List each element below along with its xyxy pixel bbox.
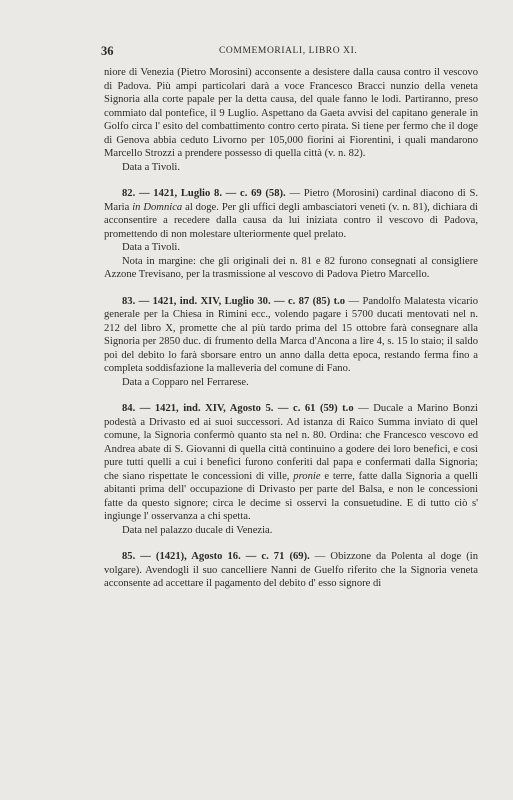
entry-84 bbox=[104, 402, 478, 537]
intro-place: Data a Tivoli. bbox=[122, 161, 180, 173]
entry-date: — (1421), Agosto 16. — c. 71 (69). bbox=[140, 551, 310, 562]
entry-84-place: Data nel palazzo ducale di Venezia. bbox=[122, 524, 273, 536]
entry-85-text bbox=[104, 550, 478, 591]
entry-italic: in Domnica bbox=[132, 201, 183, 213]
entry-82-text bbox=[104, 187, 478, 241]
entry-number: 82. bbox=[122, 188, 136, 199]
entry-body: — Obizzone da Polenta al doge (in volgare). Avendogli il suo cancelliere Nanni de Guelfo riferito che la Signoria veneta acconsente ad accettare il pagamento del debito d' esso signore di bbox=[104, 551, 478, 589]
entry-85 bbox=[104, 550, 478, 591]
entry-83-text bbox=[104, 295, 478, 376]
entry-body-cont: al doge. Per gli uffici degli ambasciatori veneti (v. n. 81), dichiara di acconsentire a recedere dalla causa da lui iniziata contro il vescovo di Padova, promettendo di non molestare ulteriormente quel prelato. bbox=[104, 201, 478, 240]
page-number: 36 bbox=[101, 44, 114, 58]
entry-83-place: Data a Copparo nel Ferrarese. bbox=[122, 376, 249, 388]
entry-number: 83. bbox=[122, 295, 136, 307]
entry-82-place: Data a Tivoli. bbox=[122, 242, 180, 253]
entry-82-note: Nota in margine: che gli originali dei n. 81 e 82 furono consegnati al consigliere Azzone Trevisano, per la trasmissione al vescovo di Padova Pietro Marcello. bbox=[104, 255, 478, 280]
entry-83 bbox=[104, 295, 478, 390]
entry-body-cont: e terre, fatte dalla Signoria a quelli abitanti prima dell' occupazione di Drivasto per parte del Balsa, e non le concessioni fatte da questo signore; circa le decime si osservi la consuetudine. E di tutto ciò s' ingiunge l' osservanza a chi spetta. bbox=[104, 470, 478, 522]
running-title: COMMEMORIALI, LIBRO XI. bbox=[219, 46, 358, 56]
entry-82 bbox=[104, 187, 478, 282]
intro-paragraph: niore di Venezia (Pietro Morosini) acconsente a desistere dalla causa contro il vescovo di Padova. Più ampi particolari darà a voce Francesco Bracci nunzio della veneta Signoria alla corte papale per la detta causa, del quale fanno le lodi. Partiranno, preso commiato dal pontefice, il 9 Luglio. Aspettano da Gaeta avvisi del capitano generale in Golfo circa l' esito del combattimento contro certo pirata. Si tiene per fermo che il doge di Genova abbia ceduto Livorno per 105,000 fiorini ai Fiorentini, i quali mandarono Marcello Strozzi a prendere possesso di quella città (v. n. 82). bbox=[104, 67, 478, 159]
entry-date: — 1421, Luglio 8. — c. 69 (58). bbox=[138, 188, 286, 199]
entry-italic: pronie bbox=[293, 470, 321, 482]
entry-body: — Pandolfo Malatesta vicario generale per la Chiesa in Rimini ecc., volendo pagare i 5700 ducati mentovati nel n. 212 del libro X, promette che al più tardo prima del 15 ottobre farà consegnare alla Signoria per 2850 duc. di frumento della Marca d'Ancona a lire 4, s. 15 lo staio; il saldo poi del debito lo farà sborsare entro un anno dalla detta epoca, restando ferma fino a completa soddisfazione la malleveria del comune di Fano. bbox=[104, 295, 479, 374]
entry-number: 85. bbox=[122, 551, 136, 562]
entry-date: — 1421, ind. XIV, Agosto 5. — c. 61 (59) t.o bbox=[139, 403, 354, 414]
entry-body: — Pietro (Morosini) cardinal diacono di S. Maria bbox=[104, 188, 479, 213]
entry-number: 84. bbox=[122, 403, 136, 414]
entry-84-text bbox=[104, 402, 478, 524]
entry-body: — Ducale a Marino Bonzi podestà a Drivasto ed ai suoi successori. Ad istanza di Raico Summa inviato di quel comune, la Signoria confermò quanto sta nel n. 80. Ordina: che Francesco vescovo ed Andrea abate di S. Giovanni di quella città continuino a godere dei loro benefici, e così pure tutti quelli a cui i benefici furono conferiti dal papa e confermati dalla Signoria; che siano rispettate le concessioni di ville, bbox=[104, 403, 478, 482]
page-header bbox=[101, 44, 483, 60]
entry-date: — 1421, ind. XIV, Luglio 30. — c. 87 (85) t.o bbox=[138, 295, 346, 307]
page-body bbox=[104, 66, 478, 591]
